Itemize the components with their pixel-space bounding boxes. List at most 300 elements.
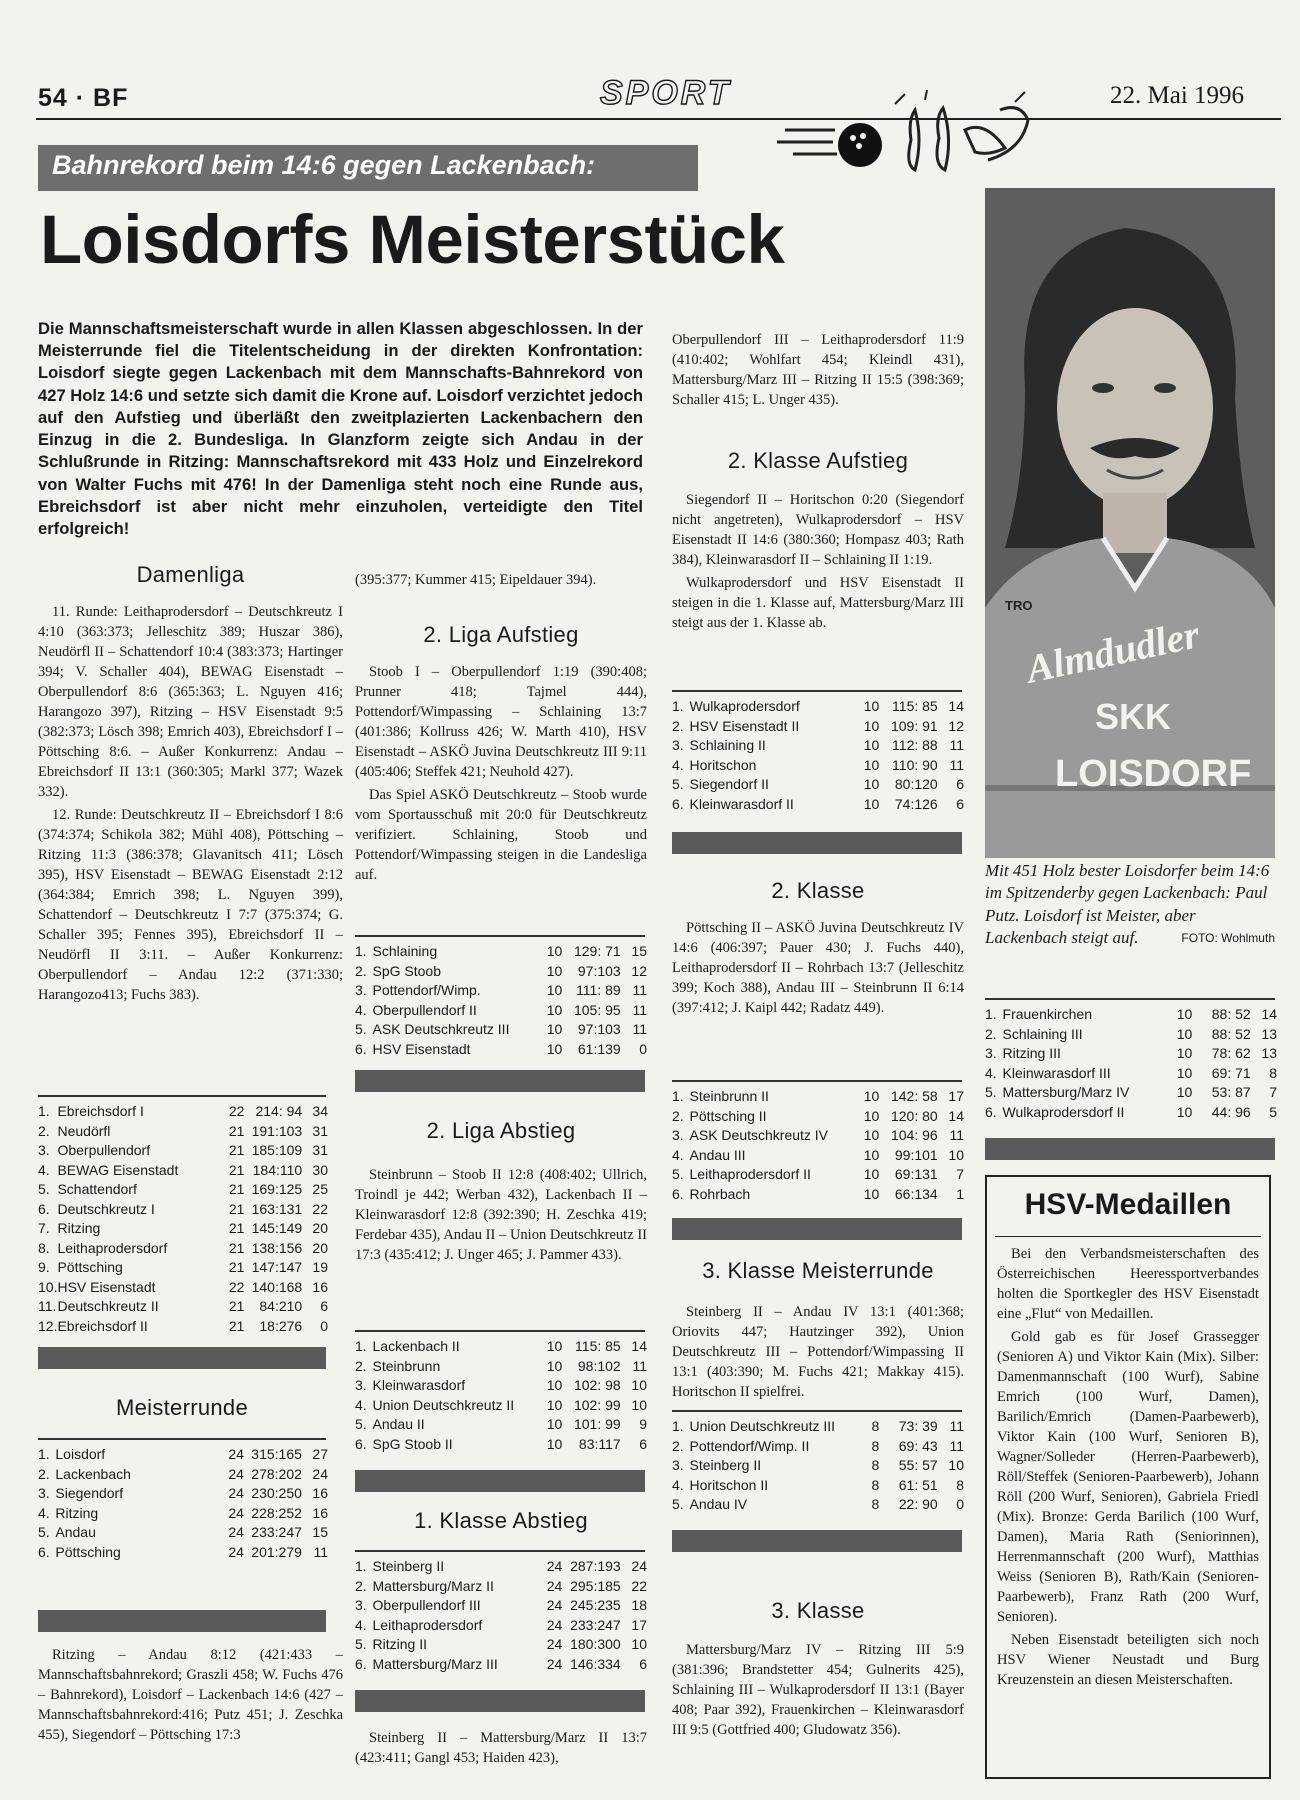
liga-aufstieg-text — [355, 662, 647, 888]
klasse2-paragraph: Pöttsching II – ASKÖ Juvina Deutschkreutz IV 14:6 (406:397; Pauer 430; J. Fuchs 440), Leithaprodersdorf II – Rohrbach 13:7 (Jelleschitz 399; Koch 388), Andau III – Steinbrunn II 6:14 (397:412; J. Kaipl 442; Radatz 449). — [672, 920, 964, 1016]
games-cell: 10 — [546, 943, 563, 959]
games-cell: 21 — [228, 1161, 245, 1178]
games-cell: 8 — [871, 1496, 880, 1512]
section-bar — [672, 832, 962, 854]
table-row — [672, 1087, 964, 1107]
team-cell: HSV Eisenstadt — [57, 1278, 156, 1295]
points-cell: 22 — [312, 1200, 328, 1217]
points-cell: 11 — [949, 1418, 964, 1434]
score-cell: 109: 91 — [890, 717, 938, 734]
klasse2-aufstieg-paragraph-2: Wulkaprodersdorf und HSV Eisenstadt II steigen in die 1. Klasse auf, Mattersburg/Marz III steigt aus der 1. Klasse ab. — [672, 575, 964, 631]
klasse1-continuation-text: Oberpullendorf III – Leithaprodersdorf 11:9 (410:402; Wohlfart 454; Kleindl 431), Mattersburg/Marz III – Ritzing II 15:5 (398:369; Schaller 415; L. Unger 435). — [672, 332, 964, 408]
points-cell: 31 — [312, 1142, 328, 1158]
points-cell: 17 — [948, 1088, 964, 1104]
table-row — [672, 1126, 964, 1146]
klasse1-abstieg-standings — [355, 1557, 647, 1674]
team-cell: HSV Eisenstadt II — [689, 717, 800, 734]
rank-cell: 2. — [355, 962, 367, 979]
games-cell: 10 — [546, 1001, 563, 1018]
score-cell: 120: 80 — [890, 1107, 938, 1124]
divider — [672, 1410, 962, 1412]
divider — [355, 935, 645, 937]
score-cell: 80:120 — [894, 776, 938, 792]
shirt-brand: TRO — [1005, 598, 1033, 613]
score-cell: 245:235 — [570, 1597, 621, 1613]
table-row — [985, 1044, 1277, 1064]
table-row — [38, 1278, 328, 1298]
divider — [672, 690, 962, 692]
score-cell: 233:247 — [251, 1524, 302, 1540]
liga-abstieg-paragraph: Steinbrunn – Stoob II 12:8 (408:402; Ullrich, Troindl je 442; Werban 432), Lackenbach II – Kleinwarasdorf 12:8 (392:390; H. Zeschka 419; Ferdebar 435), Andau II – Union Deutschkreutz II 17:3 (435:412; J. Unger 465; J. Pammer 433). — [355, 1167, 647, 1263]
liga-aufstieg-paragraph-1: Stoob I – Oberpullendorf 1:19 (390:408; Prunner 418; Tajmel 444), Pottendorf/Wimpassing – Schlaining 13:7 (401:386; Kollruss 426; W. Marth 410), HSV Eisenstadt – ASKÖ Juvina Deutschkreutz III 9:11 (405:406; Steffek 421; Neuhold 427). — [355, 664, 647, 780]
team-cell: Andau — [55, 1524, 96, 1540]
table-row — [38, 1239, 328, 1259]
team-cell: HSV Eisenstadt — [372, 1040, 471, 1057]
liga-aufstieg-paragraph-2: Das Spiel ASKÖ Deutschkreutz – Stoob wurde vom Sportausschuß mit 20:0 für Deutschkreutz verifiziert. Schlaining, Stoob und Pottendorf/Wimpassing steigen in die Landesliga auf. — [355, 787, 647, 883]
table-row — [985, 1103, 1277, 1123]
table-row — [672, 736, 964, 756]
klasse1-abstieg-text — [355, 1728, 647, 1771]
rank-cell: 1. — [985, 1006, 997, 1022]
team-cell: Pottendorf/Wimp. II — [689, 1437, 810, 1454]
games-cell: 10 — [863, 1127, 880, 1143]
score-cell: 180:300 — [570, 1636, 621, 1652]
klasse3-paragraph: Mattersburg/Marz IV – Ritzing III 5:9 (381:396; Brandstetter 454; Gulnerits 425), Schlaining III – Wulkaprodersdorf II 13:1 (Bayer 408; Paar 392), Frauenkirchen – Kleinwarasdorf III 9:5 (Gottfried 400; Gludowatz 356). — [672, 1642, 964, 1738]
table-row — [38, 1445, 328, 1465]
games-cell: 10 — [546, 962, 563, 979]
score-cell: 201:279 — [251, 1543, 302, 1560]
games-cell: 10 — [1176, 1084, 1193, 1100]
table-row — [672, 1146, 964, 1166]
games-cell: 10 — [1176, 1025, 1193, 1042]
games-cell: 21 — [228, 1200, 245, 1217]
table-row — [355, 1376, 647, 1396]
points-cell: 11 — [949, 1437, 964, 1454]
games-cell: 10 — [863, 698, 880, 714]
rank-cell: 5. — [672, 1496, 684, 1512]
table-row — [985, 1064, 1277, 1084]
table-row — [355, 962, 647, 982]
table-row — [38, 1180, 328, 1200]
rank-cell: 3. — [672, 1457, 684, 1473]
table-row — [38, 1523, 328, 1543]
score-cell: 115: 85 — [892, 698, 938, 714]
games-cell: 10 — [863, 1088, 880, 1104]
games-cell: 10 — [863, 776, 880, 792]
team-cell: Lackenbach — [55, 1465, 131, 1482]
score-cell: 61:139 — [577, 1040, 621, 1057]
table-row — [672, 1437, 964, 1457]
score-cell: 66:134 — [894, 1185, 938, 1202]
points-cell: 22 — [631, 1577, 647, 1594]
score-cell: 145:149 — [251, 1220, 303, 1236]
rank-cell: 6. — [355, 1435, 367, 1452]
bowling-logo-icon — [765, 90, 1065, 190]
score-cell: 61: 51 — [898, 1476, 938, 1493]
team-cell: Steinbrunn II — [689, 1088, 769, 1104]
table-row — [355, 1577, 647, 1597]
points-cell: 14 — [1261, 1006, 1277, 1022]
score-cell: 138:156 — [251, 1239, 303, 1256]
games-cell: 10 — [1176, 1006, 1193, 1022]
liga-abstieg-title: 2. Liga Abstieg — [426, 1118, 576, 1143]
games-cell: 10 — [863, 737, 880, 753]
table-row — [38, 1200, 328, 1220]
games-cell: 10 — [546, 1416, 563, 1432]
points-cell: 30 — [312, 1161, 328, 1178]
score-cell: 69:131 — [894, 1166, 938, 1182]
rank-cell: 2. — [672, 717, 684, 734]
table-row — [355, 1357, 647, 1377]
klasse1-abstieg-paragraph: Steinberg II – Mattersburg/Marz II 13:7 (423:411; Gangl 453; Haiden 423), — [355, 1730, 647, 1766]
games-cell: 8 — [871, 1476, 880, 1493]
score-cell: 169:125 — [251, 1181, 303, 1197]
team-cell: Andau III — [689, 1146, 746, 1163]
table-row — [355, 1635, 647, 1655]
rank-cell: 6. — [38, 1543, 50, 1560]
table-row — [672, 1456, 964, 1476]
team-cell: ASK Deutschkreutz IV — [689, 1127, 829, 1143]
points-cell: 27 — [312, 1446, 328, 1462]
rank-cell: 5. — [355, 1021, 367, 1037]
games-cell: 10 — [1176, 1045, 1193, 1061]
photo-caption-text: Mit 451 Holz bester Loisdorfer beim 14:6 im Spitzenderby gegen Lackenbach: Paul Putz. Loisdorf ist Meister, aber Lackenbach steigt auf. — [985, 861, 1270, 948]
points-cell: 10 — [948, 1146, 964, 1163]
games-cell: 10 — [863, 1185, 880, 1202]
article-intro: Die Mannschaftsmeisterschaft wurde in allen Klassen abgeschlossen. In der Meisterrunde fiel die Titelentscheidung in der direkten Konfrontation: Loisdorf siegte gegen Lackenbach mit dem Mannschafts-Bahnrekord von 427 Holz 14:6 und setzte sich damit die Krone auf. Loisdorf verzichtet jedoch auf den Aufstieg und überläßt den zweitplazierten Lackenbachern den Einzug in die 2. Bundesliga. In Glanzform zeigte sich Andau in der Schlußrunde in Ritzing: Mannschaftsrekord mit 433 Holz und Einzelrekord von Walter Fuchs mit 476! In der Damenliga steht noch eine Runde aus, Ebreichsdorf ist aber nicht mehr einzuholen, verteidigte den Titel erfolgreich! — [38, 319, 643, 539]
table-row — [355, 1415, 647, 1435]
score-cell: 55: 57 — [898, 1457, 938, 1473]
games-cell: 21 — [228, 1220, 245, 1236]
klasse2-aufstieg-title: 2. Klasse Aufstieg — [727, 448, 909, 473]
points-cell: 14 — [631, 1338, 647, 1354]
rank-cell: 12. — [38, 1317, 58, 1334]
score-cell: 98:102 — [577, 1357, 621, 1374]
team-cell: Schattendorf — [57, 1181, 137, 1197]
games-cell: 22 — [228, 1103, 245, 1119]
games-cell: 24 — [228, 1504, 244, 1521]
rank-cell: 4. — [672, 1146, 684, 1163]
damenliga-continuation-text: (395:377; Kummer 415; Eipeldauer 394). — [355, 572, 597, 588]
games-cell: 24 — [546, 1616, 563, 1633]
shirt-club: SKK — [1095, 696, 1172, 737]
photo-caption — [985, 860, 1275, 950]
team-cell: SpG Stoob — [372, 962, 442, 979]
table-row — [672, 795, 964, 815]
klasse2-aufstieg-standings — [672, 697, 964, 814]
table-row — [985, 1005, 1277, 1025]
rank-cell: 2. — [38, 1122, 50, 1139]
rank-cell: 2. — [672, 1437, 684, 1454]
games-cell: 24 — [546, 1655, 563, 1672]
table-row — [355, 1040, 647, 1060]
team-cell: Loisdorf — [55, 1446, 106, 1462]
rank-cell: 3. — [38, 1485, 50, 1501]
header-rule — [36, 118, 1281, 120]
klasse1-abstieg-title: 1. Klasse Abstieg — [414, 1508, 588, 1533]
section-bar — [985, 1138, 1275, 1160]
team-cell: Pöttsching II — [689, 1107, 767, 1124]
klasse3-mr-paragraph: Steinberg II – Andau IV 13:1 (401:368; Oriovits 447; Hautzinger 392), Union Deutschkreutz III – Pottendorf/Wimpassing II 13:1 (403:390; M. Fuchs 421; Makkay 415). Horitschon II spielfrei. — [672, 1304, 964, 1400]
divider — [38, 1095, 326, 1097]
score-cell: 146:334 — [570, 1655, 621, 1672]
score-cell: 191:103 — [251, 1122, 303, 1139]
liga-abstieg-standings — [355, 1337, 647, 1454]
rank-cell: 5. — [355, 1416, 367, 1432]
score-cell: 88: 52 — [1211, 1006, 1251, 1022]
rank-cell: 4. — [985, 1064, 997, 1081]
table-row — [38, 1219, 328, 1239]
rank-cell: 3. — [672, 1127, 684, 1143]
section-bar — [672, 1218, 962, 1240]
score-cell: 53: 87 — [1211, 1084, 1251, 1100]
page-header — [0, 0, 1300, 120]
team-cell: Schlaining II — [689, 737, 766, 753]
rank-cell: 5. — [672, 776, 684, 792]
points-cell: 12 — [948, 717, 964, 734]
page-number: 54 · BF — [38, 84, 129, 112]
section-bar — [355, 1070, 645, 1092]
rank-cell: 3. — [355, 1597, 367, 1613]
issue-date: 22. Mai 1996 — [1110, 82, 1245, 109]
points-cell: 0 — [320, 1317, 328, 1334]
score-cell: 214: 94 — [255, 1103, 303, 1119]
points-cell: 11 — [949, 1127, 964, 1143]
team-cell: Leithaprodersdorf — [372, 1616, 483, 1633]
table-row — [672, 1476, 964, 1496]
team-cell: Mattersburg/Marz IV — [1002, 1084, 1130, 1100]
points-cell: 8 — [1269, 1064, 1277, 1081]
score-cell: 88: 52 — [1211, 1025, 1251, 1042]
score-cell: 287:193 — [570, 1558, 621, 1574]
points-cell: 10 — [631, 1396, 647, 1413]
team-cell: SpG Stoob II — [372, 1435, 453, 1452]
rank-cell: 4. — [355, 1001, 367, 1018]
team-cell: Mattersburg/Marz III — [372, 1655, 498, 1672]
table-row — [672, 1417, 964, 1437]
table-row — [355, 1020, 647, 1040]
points-cell: 8 — [956, 1476, 964, 1493]
table-row — [355, 981, 647, 1001]
games-cell: 10 — [546, 1435, 563, 1452]
table-row — [355, 1001, 647, 1021]
points-cell: 1 — [956, 1185, 964, 1202]
score-cell: 185:109 — [251, 1142, 303, 1158]
table-row — [38, 1297, 328, 1317]
team-cell: Ritzing — [55, 1504, 99, 1521]
rank-cell: 3. — [38, 1142, 50, 1158]
games-cell: 24 — [546, 1577, 563, 1594]
rank-cell: 6. — [38, 1200, 50, 1217]
team-cell: Neudörfl — [57, 1122, 111, 1139]
rank-cell: 2. — [355, 1357, 367, 1374]
klasse3-standings — [985, 1005, 1277, 1122]
points-cell: 20 — [312, 1220, 328, 1236]
team-cell: Oberpullendorf III — [372, 1597, 481, 1613]
points-cell: 20 — [312, 1239, 328, 1256]
points-cell: 13 — [1261, 1045, 1277, 1061]
score-cell: 115: 85 — [575, 1338, 621, 1354]
points-cell: 11 — [949, 737, 964, 753]
meisterrunde-paragraph: Ritzing – Andau 8:12 (421:433 – Mannschaftsbahnrekord; Graszli 458; W. Fuchs 476 – Bahnrekord), Loisdorf – Lackenbach 14:6 (427 – Mannschaftsbahnrekord:416; Putz 451; J. Zeschka 455), Siegendorf – Pöttsching 17:3 — [38, 1647, 343, 1743]
klasse3-text — [672, 1640, 964, 1743]
team-cell: Ebreichsdorf II — [57, 1317, 148, 1334]
games-cell: 8 — [871, 1437, 880, 1454]
games-cell: 10 — [1176, 1064, 1193, 1081]
section-bar — [672, 1530, 962, 1552]
team-cell: Andau IV — [689, 1496, 748, 1512]
score-cell: 230:250 — [251, 1485, 302, 1501]
points-cell: 7 — [956, 1166, 964, 1182]
games-cell: 10 — [863, 1107, 880, 1124]
rank-cell: 1. — [672, 1418, 684, 1434]
score-cell: 22: 90 — [898, 1496, 938, 1512]
rank-cell: 1. — [38, 1103, 50, 1119]
games-cell: 10 — [546, 1357, 563, 1374]
table-row — [672, 756, 964, 776]
games-cell: 10 — [863, 795, 880, 812]
points-cell: 24 — [312, 1465, 328, 1482]
points-cell: 24 — [631, 1558, 647, 1574]
points-cell: 25 — [312, 1181, 328, 1197]
team-cell: Kleinwarasdorf III — [1002, 1064, 1111, 1081]
points-cell: 12 — [631, 962, 647, 979]
meisterrunde-title: Meisterrunde — [116, 1395, 248, 1420]
games-cell: 21 — [228, 1142, 245, 1158]
games-cell: 21 — [228, 1259, 245, 1275]
table-row — [38, 1543, 328, 1563]
team-cell: Siegendorf — [55, 1485, 124, 1501]
score-cell: 78: 62 — [1211, 1045, 1251, 1061]
points-cell: 6 — [320, 1298, 328, 1314]
score-cell: 315:165 — [251, 1446, 302, 1462]
rank-cell: 5. — [38, 1181, 50, 1197]
divider — [672, 1080, 962, 1082]
medals-rule — [995, 1236, 1261, 1237]
points-cell: 6 — [639, 1655, 647, 1672]
points-cell: 18 — [631, 1597, 647, 1613]
section-name: SPORT — [600, 74, 732, 112]
team-cell: Leithaprodersdorf II — [689, 1166, 811, 1182]
points-cell: 16 — [312, 1504, 328, 1521]
score-cell: 18:276 — [259, 1317, 303, 1334]
klasse3-mr-standings — [672, 1417, 964, 1515]
table-row — [38, 1161, 328, 1181]
score-cell: 97:103 — [577, 1021, 621, 1037]
rank-cell: 6. — [672, 795, 684, 812]
team-cell: Union Deutschkreutz III — [689, 1418, 836, 1434]
rank-cell: 1. — [38, 1446, 50, 1462]
table-row — [38, 1102, 328, 1122]
rank-cell: 2. — [985, 1025, 997, 1042]
score-cell: 142: 58 — [890, 1088, 938, 1104]
team-cell: Steinberg II — [689, 1457, 762, 1473]
team-cell: Pöttsching — [55, 1543, 121, 1560]
rank-cell: 1. — [672, 1088, 684, 1104]
table-row — [38, 1122, 328, 1142]
klasse2-standings — [672, 1087, 964, 1204]
rank-cell: 5. — [38, 1524, 50, 1540]
games-cell: 10 — [863, 1166, 880, 1182]
points-cell: 19 — [312, 1259, 328, 1275]
klasse3-title: 3. Klasse — [771, 1598, 865, 1623]
games-cell: 24 — [546, 1636, 563, 1652]
team-cell: Deutschkreutz I — [57, 1200, 155, 1217]
games-cell: 24 — [228, 1524, 244, 1540]
team-cell: Kleinwarasdorf II — [689, 795, 794, 812]
team-cell: Wulkaprodersdorf — [689, 698, 800, 714]
games-cell: 24 — [546, 1558, 563, 1574]
rank-cell: 3. — [355, 982, 367, 998]
team-cell: Steinbrunn — [372, 1357, 441, 1374]
points-cell: 10 — [631, 1636, 647, 1652]
rank-cell: 1. — [355, 1338, 367, 1354]
table-row — [355, 1655, 647, 1675]
team-cell: Siegendorf II — [689, 776, 769, 792]
table-row — [355, 1557, 647, 1577]
score-cell: 44: 96 — [1211, 1103, 1251, 1120]
games-cell: 10 — [863, 717, 880, 734]
meisterrunde-text — [38, 1645, 343, 1748]
medals-paragraph-1: Bei den Verbandsmeisterschaften des Österreichischen Heeressportverbandes holten die Sportkegler des HSV Eisenstadt eine „Flut“ von Medaillen. — [997, 1246, 1259, 1322]
points-cell: 6 — [956, 776, 964, 792]
rank-cell: 3. — [672, 737, 684, 753]
games-cell: 8 — [871, 1457, 880, 1473]
team-cell: BEWAG Eisenstadt — [57, 1161, 179, 1178]
points-cell: 6 — [956, 795, 964, 812]
points-cell: 13 — [1261, 1025, 1277, 1042]
score-cell: 105: 95 — [573, 1001, 621, 1018]
table-row — [672, 775, 964, 795]
points-cell: 11 — [313, 1543, 328, 1560]
points-cell: 11 — [632, 982, 647, 998]
score-cell: 184:110 — [252, 1161, 303, 1178]
medals-title: HSV-Medaillen — [1024, 1188, 1232, 1221]
points-cell: 11 — [632, 1001, 647, 1018]
rank-cell: 1. — [355, 1558, 367, 1574]
games-cell: 10 — [546, 982, 563, 998]
score-cell: 140:168 — [251, 1278, 303, 1295]
score-cell: 228:252 — [251, 1504, 302, 1521]
medals-paragraph-2: Gold gab es für Josef Grassegger (Senioren A) und Viktor Kain (Mix). Silber: Damenmannschaft (100 Wurf), Sabine Emrich (100 Wurf, Damen), Barilich/Emrich (Damen-Paarbewerb), Viktor Kain (100 Wurf, Senioren B), Wagner/Solleder (Herren-Paarbewerb), Röll/Steffek (Senioren-Paarbewerb), Johann Röll (200 Wurf, Senioren), Gabriela Friedl (Mix). Bronze: Gerda Barilich (100 Wurf, Damen), Maria Rath (Seniorinnen), Herrenmannschaft (200 Wurf), Matthias Weiss (Senioren B), Rath/Kain (Senioren-Paarbewerb), Franz Rath (200 Wurf, Senioren). — [997, 1328, 1259, 1625]
table-row — [672, 1107, 964, 1127]
table-row — [355, 1435, 647, 1455]
score-cell: 84:210 — [259, 1298, 303, 1314]
points-cell: 5 — [1269, 1103, 1277, 1120]
team-cell: Ritzing — [57, 1220, 101, 1236]
rank-cell: 3. — [985, 1045, 997, 1061]
rank-cell: 10. — [38, 1278, 58, 1295]
games-cell: 21 — [228, 1298, 245, 1314]
rank-cell: 5. — [985, 1084, 997, 1100]
score-cell: 112: 88 — [892, 737, 938, 753]
games-cell: 10 — [546, 1377, 563, 1393]
team-cell: Schlaining III — [1002, 1025, 1083, 1042]
games-cell: 24 — [228, 1446, 244, 1462]
games-cell: 21 — [228, 1181, 245, 1197]
score-cell: 102: 99 — [573, 1396, 621, 1413]
rank-cell: 5. — [672, 1166, 684, 1182]
divider — [38, 1438, 326, 1440]
games-cell: 24 — [546, 1597, 563, 1613]
team-cell: Horitschon II — [689, 1476, 769, 1493]
games-cell: 21 — [228, 1122, 245, 1139]
section-bar — [355, 1470, 645, 1492]
klasse2-title: 2. Klasse — [771, 878, 865, 903]
rank-cell: 6. — [355, 1655, 367, 1672]
points-cell: 16 — [312, 1485, 328, 1501]
section-bar — [38, 1347, 326, 1369]
